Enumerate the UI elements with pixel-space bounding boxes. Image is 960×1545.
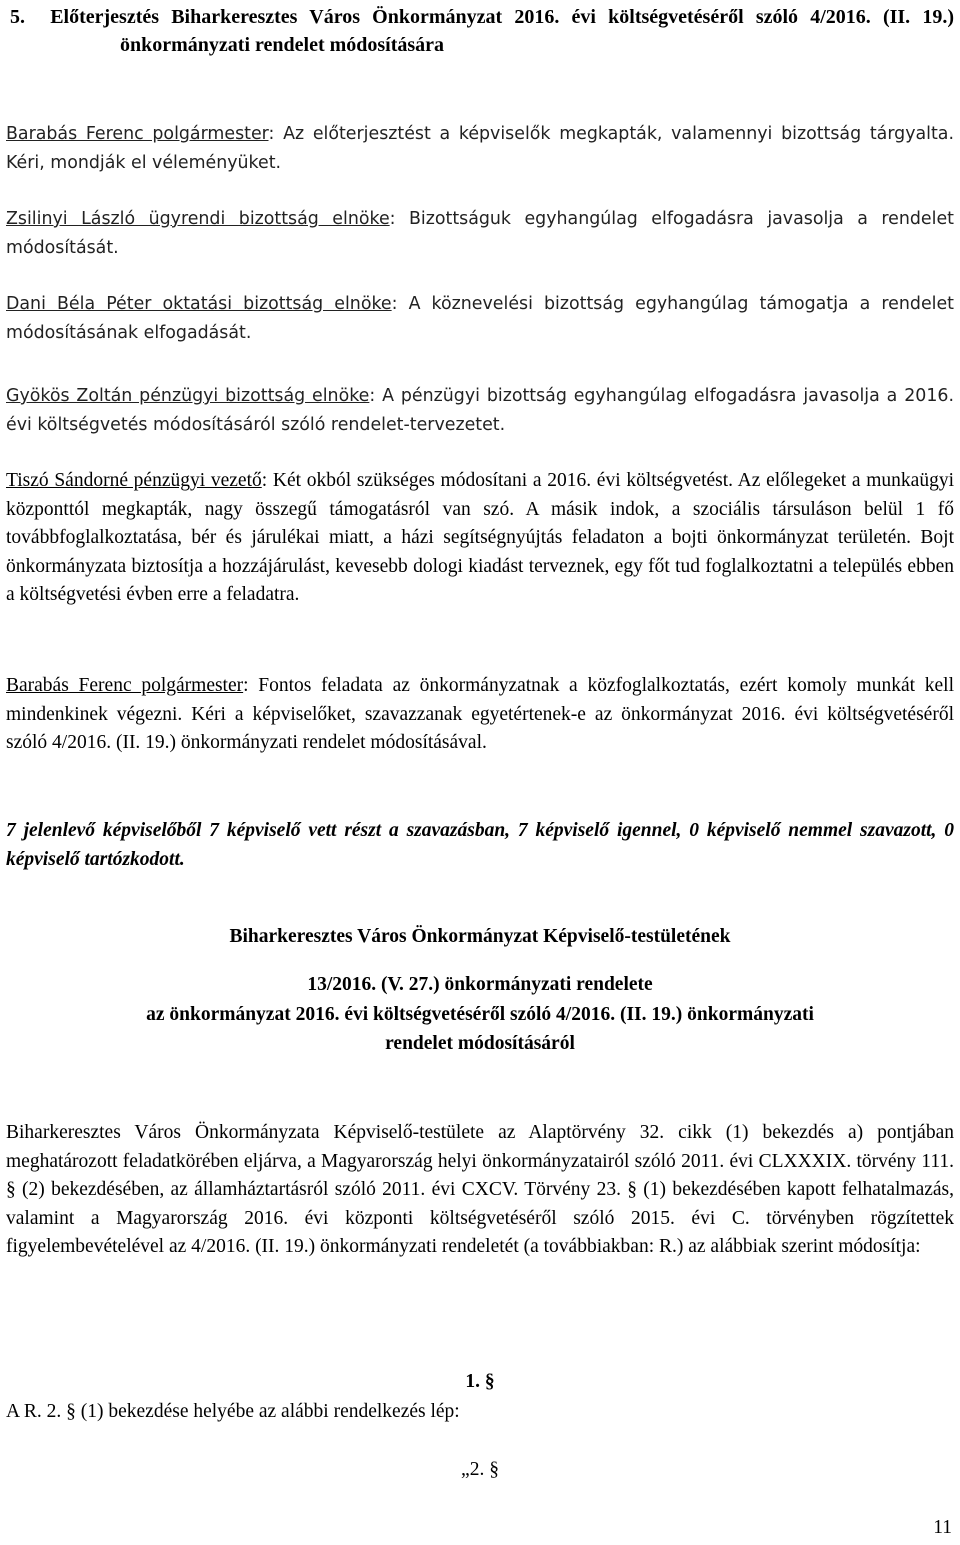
speech-text: A pénzügyi bizottság egyhangúlag elfogadásra javasolja a 2016. évi költségvetés módosításáról szóló rendelet-tervezetet. (6, 386, 954, 435)
decree-preamble: Biharkeresztes Város Önkormányzata Képviselő-testülete az Alaptörvény 32. cikk (1) bekezdés a) pontjában meghatározott feladatkörében eljárva, a Magyarország helyi önkormányzatairól szóló 2011. évi CLXXXIX. törvény 111. § (2) bekezdésében, az államháztartásról szóló 2011. évi CXCV. Törvény 23. § (1) bekezdésében kapott felhatalmazás, valamint a Magyarország 2016. évi központi költségvetéséről szóló 2015. évi C. törvényben rögzítettek figyelembevételével az 4/2016. (II. 19.) önkormányzati rendeletét (a továbbiakban: R.) az alábbiak szerint módosítja: (6, 1122, 954, 1257)
page-number: 11 (933, 1517, 952, 1538)
decree-body: Biharkeresztes Város Önkormányzat Képviselő-testületének (229, 926, 731, 947)
decree-number: 13/2016. (V. 27.) önkormányzati rendelete (307, 974, 653, 995)
speech-legal-committee: Zsilinyi László ügyrendi bizottság elnöke: Bizottságuk egyhangúlag elfogadásra javasolja a rendelet módosítását. (6, 209, 954, 258)
speech-text: A köznevelési bizottság egyhangúlag támogatja a rendelet módosításának elfogadását. (6, 294, 954, 343)
speaker-name: Gyökös Zoltán pénzügyi bizottság elnöke (6, 386, 370, 406)
speaker-name: Tiszó Sándorné pénzügyi vezető (6, 470, 262, 491)
section-1-text: A R. 2. § (1) bekezdése helyébe az alábbi rendelkezés lép: (6, 1401, 460, 1422)
speech-mayor-1: Barabás Ferenc polgármester: Az előterjesztést a képviselők megkapták, valamennyi bizottság tárgyalta. Kéri, mondják el véleményüket. (6, 124, 954, 173)
speaker-name: Zsilinyi László ügyrendi bizottság elnöke (6, 209, 390, 229)
speech-text: Fontos feladata az önkormányzatnak a közfoglalkoztatás, ezért komoly munkát kell mindenkinek végezni. Kéri a képviselőket, szavazzanak egyetértenek-e az önkormányzat 2016. évi költségvetéséről szóló 4/2016. (II. 19.) önkormányzati rendelet módosításával. (6, 675, 955, 753)
speaker-name: Barabás Ferenc polgármester (6, 124, 269, 144)
decree-title-line1: az önkormányzat 2016. évi költségvetéséről szóló 4/2016. (II. 19.) önkormányzati (146, 1004, 814, 1025)
agenda-number: 5. (10, 6, 25, 28)
agenda-title: Előterjesztés Biharkeresztes Város Önkormányzat 2016. évi költségvetéséről szóló 4/2016. (II. 19.) önkormányzati rendelet módosítására (50, 6, 955, 56)
section-1-heading: 1. § (465, 1371, 495, 1392)
speech-text: Az előterjesztést a képviselők megkapták, valamennyi bizottság tárgyalta. Kéri, mondják el véleményüket. (6, 124, 954, 173)
speech-text: Bizottságuk egyhangúlag elfogadásra javasolja a rendelet módosítását. (6, 209, 954, 258)
speaker-name: Dani Béla Péter oktatási bizottság elnöke (6, 294, 392, 314)
speaker-name: Barabás Ferenc polgármester (6, 675, 244, 696)
speech-text: Két okból szükséges módosítani a 2016. évi költségvetést. Az előlegeket a munkaügyi központtól megkapták, nagy összegű támogatásról van szó. A másik indok, a szociális társuláson belül 1 fő továbbfoglalkoztatása, bér és járulékai miatt, a házi segítségnyújtás feladaton a bojti önkormányzat területén. Bojt önkormányzata biztosítja a hozzájárulást, kevesebb dologi kiadást terveznek, egy főt tud foglalkoztatni a település ebben a költségvetési évben erre a feladatra. (6, 470, 954, 605)
speech-finance-committee: Gyökös Zoltán pénzügyi bizottság elnöke: A pénzügyi bizottság egyhangúlag elfogadásra javasolja a 2016. évi költségvetés módosításáról szóló rendelet-tervezetet. (6, 386, 954, 435)
speech-finance-manager: Tiszó Sándorné pénzügyi vezető: Két okból szükséges módosítani a 2016. évi költségvetést. Az előlegeket a munkaügyi központtól megkapták, nagy összegű támogatásról van szó. A másik indok, a szociális társuláson belül 1 fő továbbfoglalkoztatása, bér és járulékai miatt, a házi segítségnyújtás feladaton a bojti önkormányzat területén. Bojt önkormányzata biztosítja a hozzájárulást, kevesebb dologi kiadást terveznek, egy főt tud foglalkoztatni a település ebben a költségvetési évben erre a feladatra. (6, 470, 954, 605)
speech-education-committee: Dani Béla Péter oktatási bizottság elnöke: A köznevelési bizottság egyhangúlag támogatja a rendelet módosításának elfogadását. (6, 294, 954, 343)
agenda-heading (6, 3, 954, 59)
section-2-heading: „2. § (461, 1459, 499, 1480)
decree-title-line2: rendelet módosításáról (385, 1033, 575, 1054)
speech-mayor-2: Barabás Ferenc polgármester: Fontos feladata az önkormányzatnak a közfoglalkoztatás, ezért komoly munkát kell mindenkinek végezni. Kéri a képviselőket, szavazzanak egyetértenek-e az önkormányzat 2016. évi költségvetéséről szóló 4/2016. (II. 19.) önkormányzati rendelet módosításával. (6, 675, 955, 753)
vote-result: 7 jelenlevő képviselőből 7 képviselő vett részt a szavazásban, 7 képviselő igennel, 0 képviselő nemmel szavazott, 0 képviselő tartózkodott. (6, 820, 954, 870)
